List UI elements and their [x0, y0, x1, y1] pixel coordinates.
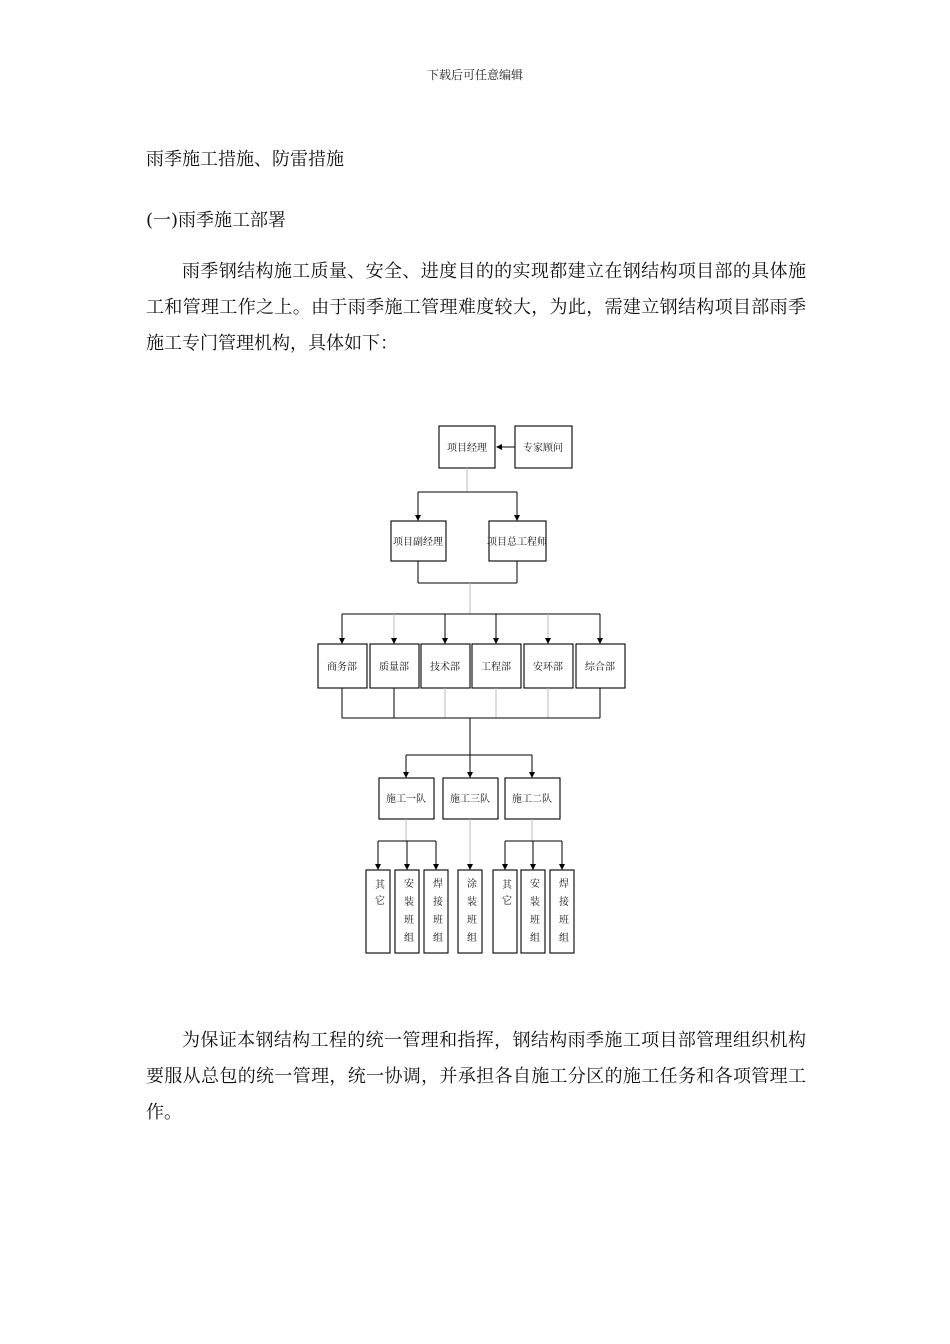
deputy-manager-label: 项目副经理 [393, 537, 443, 548]
department-label: 技术部 [430, 662, 460, 673]
group-label: 涂装班组 [464, 878, 476, 950]
chief-engineer-label: 项目总工程师 [487, 537, 547, 548]
group-label: 其它 [499, 879, 511, 911]
section-heading: (一)雨季施工部署 [146, 210, 287, 231]
department-label: 质量部 [379, 662, 409, 673]
team-label: 施工三队 [450, 794, 490, 805]
closing-paragraph: 为保证本钢结构工程的统一管理和指挥，钢结构雨季施工项目部管理组织机构要服从总包的统一管理，统一协调，并承担各自施工分区的施工任务和各项管理工作。 [146, 1030, 806, 1123]
department-label: 安环部 [533, 662, 563, 673]
group-label: 焊接班组 [430, 878, 442, 950]
header-note: 下载后可任意编辑 [426, 68, 523, 82]
document-title: 雨季施工措施、防雷措施 [146, 149, 344, 170]
department-label: 工程部 [481, 662, 511, 673]
group-label: 安装班组 [527, 878, 539, 950]
group-label: 其它 [372, 879, 384, 911]
group-label: 焊接班组 [556, 878, 568, 950]
department-label: 综合部 [585, 662, 615, 673]
intro-paragraph: 雨季钢结构施工质量、安全、进度目的的实现都建立在钢结构项目部的具体施工和管理工作之上。由于雨季施工管理难度较大，为此，需建立钢结构项目部雨季施工专门管理机构，具体如下： [146, 261, 806, 354]
department-label: 商务部 [327, 662, 357, 673]
team-label: 施工二队 [512, 794, 552, 805]
team-label: 施工一队 [386, 794, 426, 805]
group-label: 安装班组 [401, 878, 413, 950]
expert-consultant-label: 专家顾问 [523, 443, 563, 454]
project-manager-label: 项目经理 [447, 443, 487, 454]
